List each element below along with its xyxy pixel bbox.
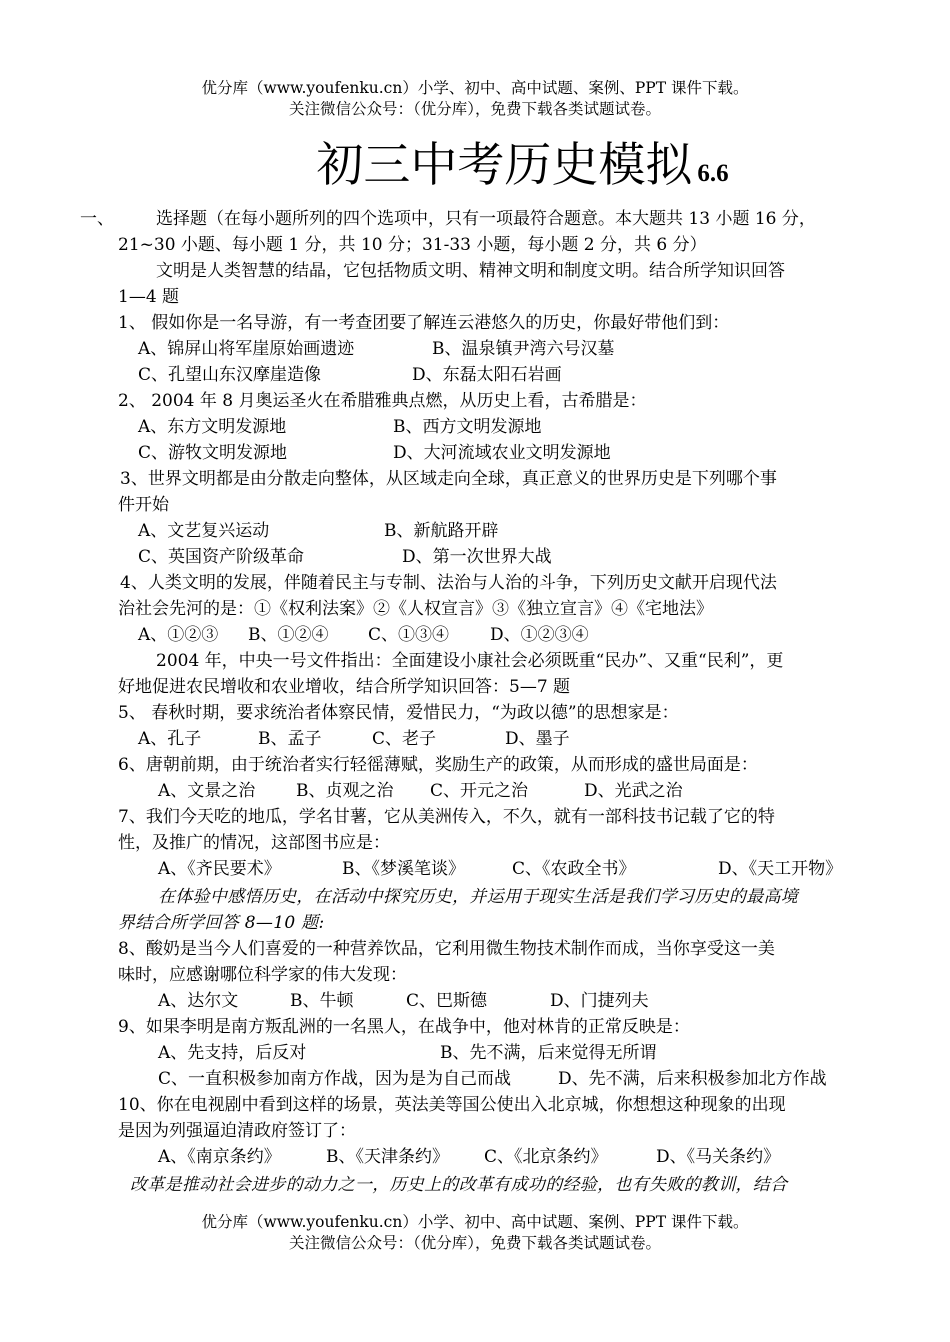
question-4-option-b: B、①②④ (248, 625, 329, 645)
question-7-stem-cont: 性，及推广的情况，这部图书应是： (118, 833, 390, 853)
question-7-stem: 7、我们今天吃的地瓜，学名甘薯，它从美洲传入，不久，就有一部科技书记载了它的特 (118, 807, 775, 827)
question-10-option-d: D、《马关条约》 (656, 1147, 781, 1167)
question-4-option-c: C、①③④ (368, 625, 450, 645)
intro-1-cont: 1—4 题 (118, 287, 180, 307)
question-7-option-d: D、《天工开物》 (718, 859, 843, 879)
question-4-option-a: A、①②③ (138, 625, 219, 645)
question-8-option-c: C、巴斯德 (406, 991, 488, 1011)
question-6-option-c: C、开元之治 (430, 781, 529, 801)
question-1-option-c: C、孔望山东汉摩崖造像 (138, 365, 322, 385)
question-7-option-b: B、《梦溪笔谈》 (342, 859, 465, 879)
question-9-stem: 9、如果李明是南方叛乱洲的一名黑人，在战争中，他对林肯的正常反映是： (118, 1017, 690, 1037)
question-8-stem: 8、酸奶是当今人们喜爱的一种营养饮品，它利用微生物技术制作而成，当你享受这一美 (118, 939, 775, 959)
question-2-option-c: C、游牧文明发源地 (138, 443, 288, 463)
footer-line-1: 优分库（www.youfenku.cn）小学、初中、高中试题、案例、PPT 课件下载。 (201, 1213, 749, 1231)
question-1-option-b: B、温泉镇尹湾六号汉墓 (432, 339, 615, 359)
question-6-option-b: B、贞观之治 (296, 781, 394, 801)
question-5-stem: 5、 春秋时期，要求统治者体察民情，爱惜民力，“为政以德”的思想家是： (118, 703, 679, 723)
intro-4: 改革是推动社会进步的动力之一，历史上的改革有成功的经验，也有失败的教训，结合 (130, 1175, 788, 1195)
intro-3-cont: 界结合所学回答 8—10 题: (118, 913, 325, 933)
question-2-option-b: B、西方文明发源地 (393, 417, 542, 437)
question-9-option-c: C、一直积极参加南方作战，因为是为自己而战 (158, 1069, 512, 1089)
question-3-option-c: C、英国资产阶级革命 (138, 547, 305, 567)
page-title (0, 138, 950, 194)
question-3-stem-cont: 件开始 (118, 495, 169, 515)
question-3-option-a: A、文艺复兴运动 (138, 521, 270, 541)
question-4-stem-cont: 治社会先河的是：①《权利法案》②《人权宣言》③《独立宣言》④《宅地法》 (118, 599, 713, 619)
question-1-option-d: D、东磊太阳石岩画 (412, 365, 562, 385)
question-3-option-d: D、第一次世界大战 (402, 547, 552, 567)
intro-3: 在体验中感悟历史，在活动中探究历史，并运用于现实生活是我们学习历史的最高境 (158, 887, 799, 907)
question-6-option-a: A、文景之治 (158, 781, 256, 801)
question-3-option-b: B、新航路开辟 (384, 521, 499, 541)
question-10-option-a: A、《南京条约》 (158, 1147, 281, 1167)
question-5-option-a: A、孔子 (138, 729, 202, 749)
question-7-option-c: C、《农政全书》 (512, 859, 636, 879)
header-line-2: 关注微信公众号：（优分库），免费下载各类试题试卷。 (288, 100, 661, 118)
question-6-stem: 6、唐朝前期，由于统治者实行轻徭薄赋，奖励生产的政策，从而形成的盛世局面是： (118, 755, 758, 775)
question-5-option-c: C、老子 (372, 729, 437, 749)
intro-2-cont: 好地促进农民增收和农业增收，结合所学知识回答：5—7 题 (118, 677, 571, 697)
question-8-option-b: B、牛顿 (290, 991, 354, 1011)
title-main: 初三中考历史模拟 (316, 138, 693, 193)
intro-2: 2004 年，中央一号文件指出：全面建设小康社会必须既重“民办”、又重“民利”，更 (156, 651, 784, 671)
question-8-stem-cont: 味时，应感谢哪位科学家的伟大发现： (118, 965, 407, 985)
question-7-option-a: A、《齐民要术》 (158, 859, 281, 879)
question-9-option-a: A、先支持，后反对 (158, 1043, 307, 1063)
question-3-stem: 3、世界文明都是由分散走向整体，从区域走向全球，真正意义的世界历史是下列哪个事 (120, 469, 777, 489)
question-5-option-b: B、孟子 (258, 729, 322, 749)
question-9-option-d: D、先不满，后来积极参加北方作战 (558, 1069, 827, 1089)
question-10-option-c: C、《北京条约》 (484, 1147, 608, 1167)
question-10-stem-cont: 是因为列强逼迫清政府签订了： (118, 1121, 356, 1141)
question-1-option-a: A、锦屏山将军崖原始画遗迹 (138, 339, 355, 359)
question-2-option-a: A、东方文明发源地 (138, 417, 287, 437)
question-9-option-b: B、先不满，后来觉得无所谓 (440, 1043, 657, 1063)
intro-1: 文明是人类智慧的结晶，它包括物质文明、精神文明和制度文明。结合所学知识回答 (156, 261, 785, 281)
question-6-option-d: D、光武之治 (584, 781, 683, 801)
section-heading: 选择题（在每小题所列的四个选项中，只有一项最符合题意。本大题共 13 小题 16 分， (156, 209, 816, 229)
question-10-stem: 10、你在电视剧中看到这样的场景，英法美等国公使出入北京城，你想想这种现象的出现 (118, 1095, 786, 1115)
question-1-stem: 1、 假如你是一名导游，有一考查团要了解连云港悠久的历史，你最好带他们到： (118, 313, 730, 333)
question-10-option-b: B、《天津条约》 (326, 1147, 449, 1167)
footer-line-2: 关注微信公众号：（优分库），免费下载各类试题试卷。 (288, 1234, 661, 1252)
question-2-option-d: D、大河流域农业文明发源地 (393, 443, 611, 463)
question-4-stem: 4、人类文明的发展，伴随着民主与专制、法治与人治的斗争，下列历史文献开启现代法 (120, 573, 777, 593)
question-8-option-a: A、达尔文 (158, 991, 239, 1011)
section-number: 一、 (80, 209, 114, 229)
question-8-option-d: D、门捷列夫 (550, 991, 649, 1011)
section-heading-cont: 21~30 小题、每小题 1 分，共 10 分；31-33 小题，每小题 2 分，共 6 分） (118, 235, 707, 255)
question-5-option-d: D、墨子 (505, 729, 570, 749)
title-number: 6.6 (697, 160, 729, 187)
question-4-option-d: D、①②③④ (490, 625, 589, 645)
question-2-stem: 2、 2004 年 8 月奥运圣火在希腊雅典点燃，从历史上看，古希腊是： (118, 391, 647, 411)
header-line-1: 优分库（www.youfenku.cn）小学、初中、高中试题、案例、PPT 课件下载。 (201, 79, 749, 97)
